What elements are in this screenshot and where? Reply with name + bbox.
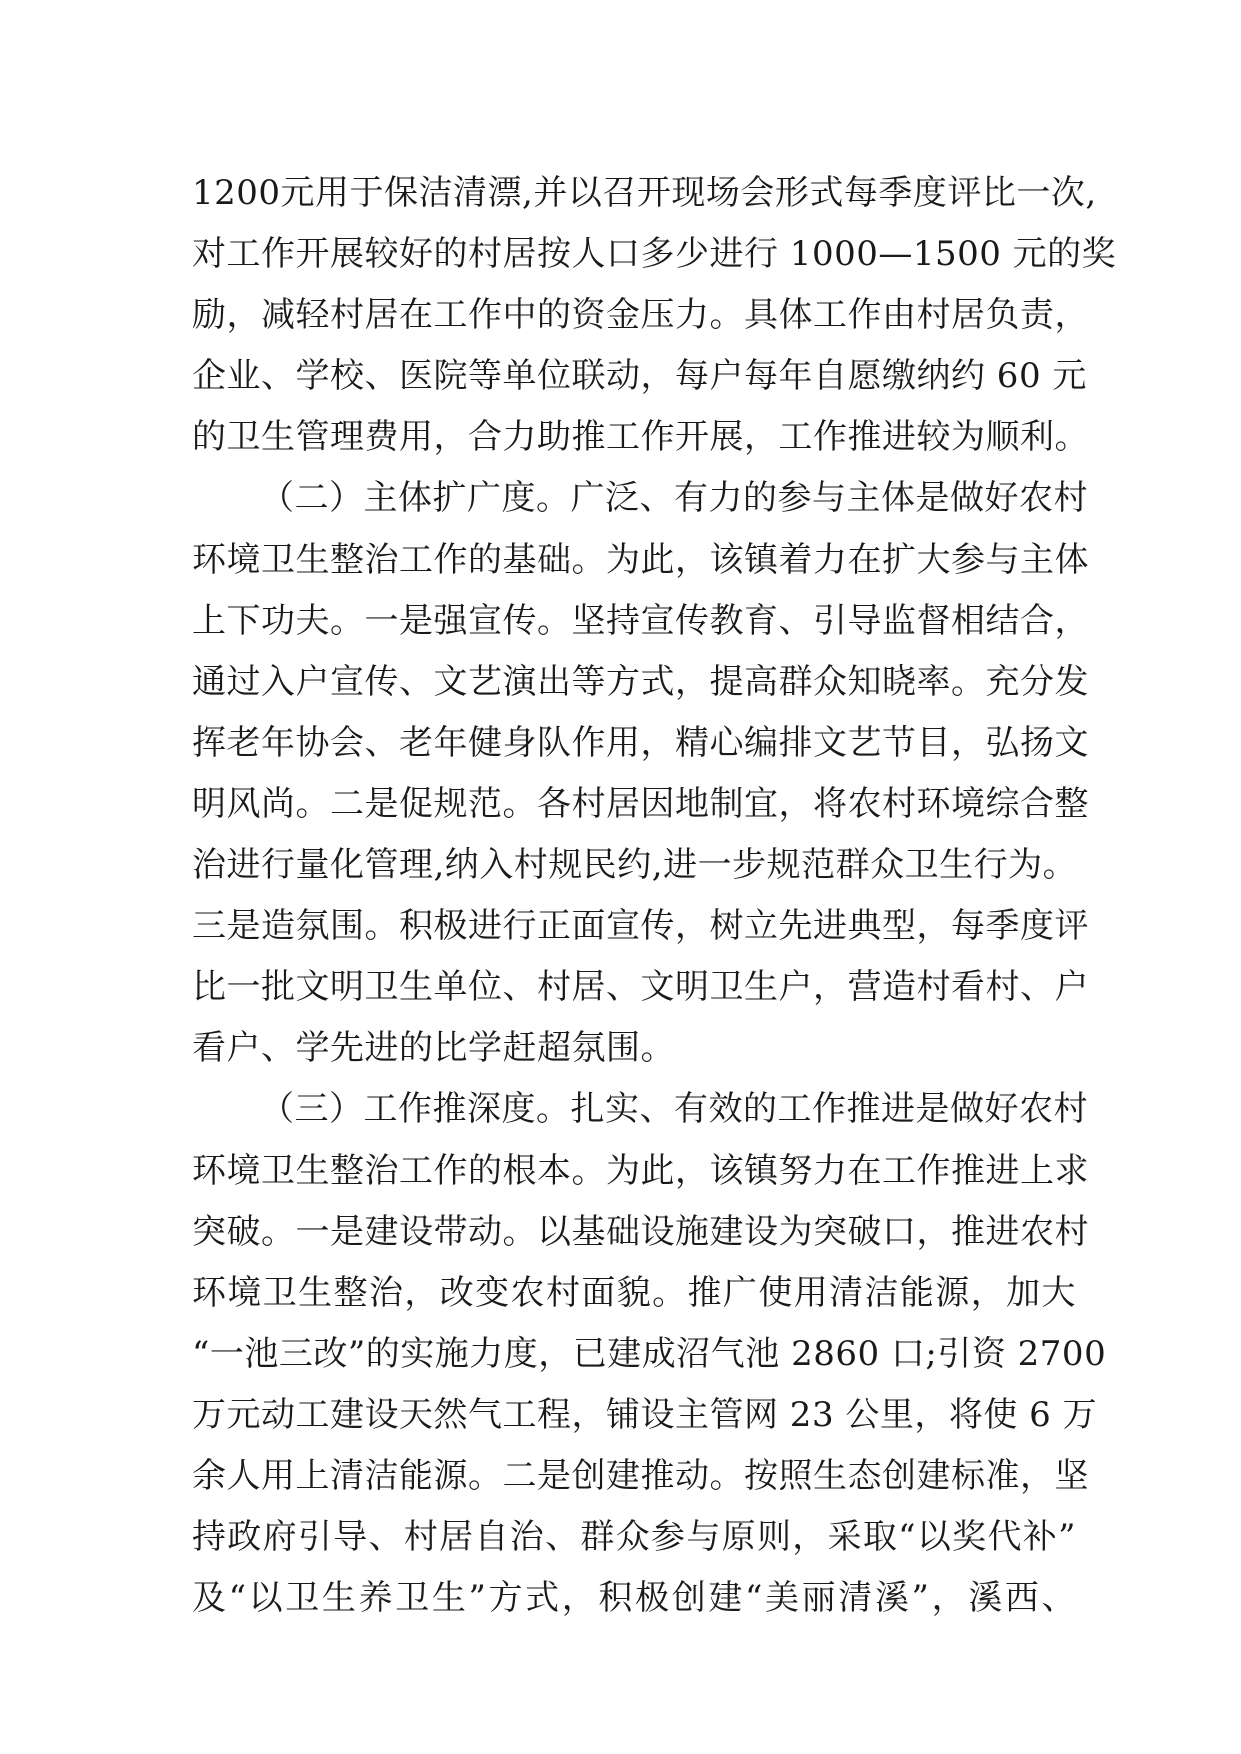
text-line: 余人用上清洁能源。二是创建推动。按照生态创建标准，坚 (192, 1455, 1089, 1496)
text-line: “一池三改”的实施力度，已建成沼气池 2860 口;引资 2700 (192, 1333, 1107, 1374)
text-line: 三是造氛围。积极进行正面宣传，树立先进典型，每季度评 (192, 906, 1089, 947)
text-line: 看户、学先进的比学赶超氛围。 (192, 1028, 675, 1069)
text-line: （三）工作推深度。扎实、有效的工作推进是做好农村 (260, 1089, 1088, 1130)
text-line: 上下功夫。一是强宣传。坚持宣传教育、引导监督相结合， (192, 600, 1089, 641)
text-line: 环境卫生整治，改变农村面貌。推广使用清洁能源，加大 (192, 1272, 1076, 1313)
text-line: 环境卫生整治工作的基础。为此，该镇着力在扩大参与主体 (192, 539, 1089, 580)
text-line: 治进行量化管理,纳入村规民约,进一步规范群众卫生行为。 (192, 845, 1078, 886)
text-line: 的卫生管理费用，合力助推工作开展，工作推进较为顺利。 (192, 417, 1089, 458)
text-line: 环境卫生整治工作的根本。为此，该镇努力在工作推进上求 (192, 1150, 1089, 1191)
text-line: 1200元用于保洁清漂,并以召开现场会形式每季度评比一次, (192, 173, 1097, 213)
body-text (192, 163, 1117, 1629)
text-line: 对工作开展较好的村居按人口多少进行 1000—1500 元的奖 (192, 234, 1117, 275)
text-line: 企业、学校、医院等单位联动，每户每年自愿缴纳约 60 元 (192, 356, 1087, 397)
text-line: 及“以卫生养卫生”方式，积极创建“美丽清溪”，溪西、 (192, 1578, 1076, 1619)
text-line: 励，减轻村居在工作中的资金压力。具体工作由村居负责， (192, 295, 1089, 336)
text-line: 突破。一是建设带动。以基础设施建设为突破口，推进农村 (192, 1211, 1089, 1252)
text-line: 挥老年协会、老年健身队作用，精心编排文艺节目，弘扬文 (192, 722, 1089, 763)
text-line: 明风尚。二是促规范。各村居因地制宜，将农村环境综合整 (192, 783, 1089, 824)
text-line: 通过入户宣传、文艺演出等方式，提高群众知晓率。充分发 (192, 661, 1089, 702)
text-line: 比一批文明卫生单位、村居、文明卫生户，营造村看村、户 (192, 967, 1089, 1008)
text-line: 持政府引导、村居自治、群众参与原则，采取“以奖代补” (192, 1517, 1076, 1558)
text-line: （二）主体扩广度。广泛、有力的参与主体是做好农村 (260, 478, 1088, 519)
text-line: 万元动工建设天然气工程，铺设主管网 23 公里，将使 6 万 (192, 1394, 1098, 1435)
